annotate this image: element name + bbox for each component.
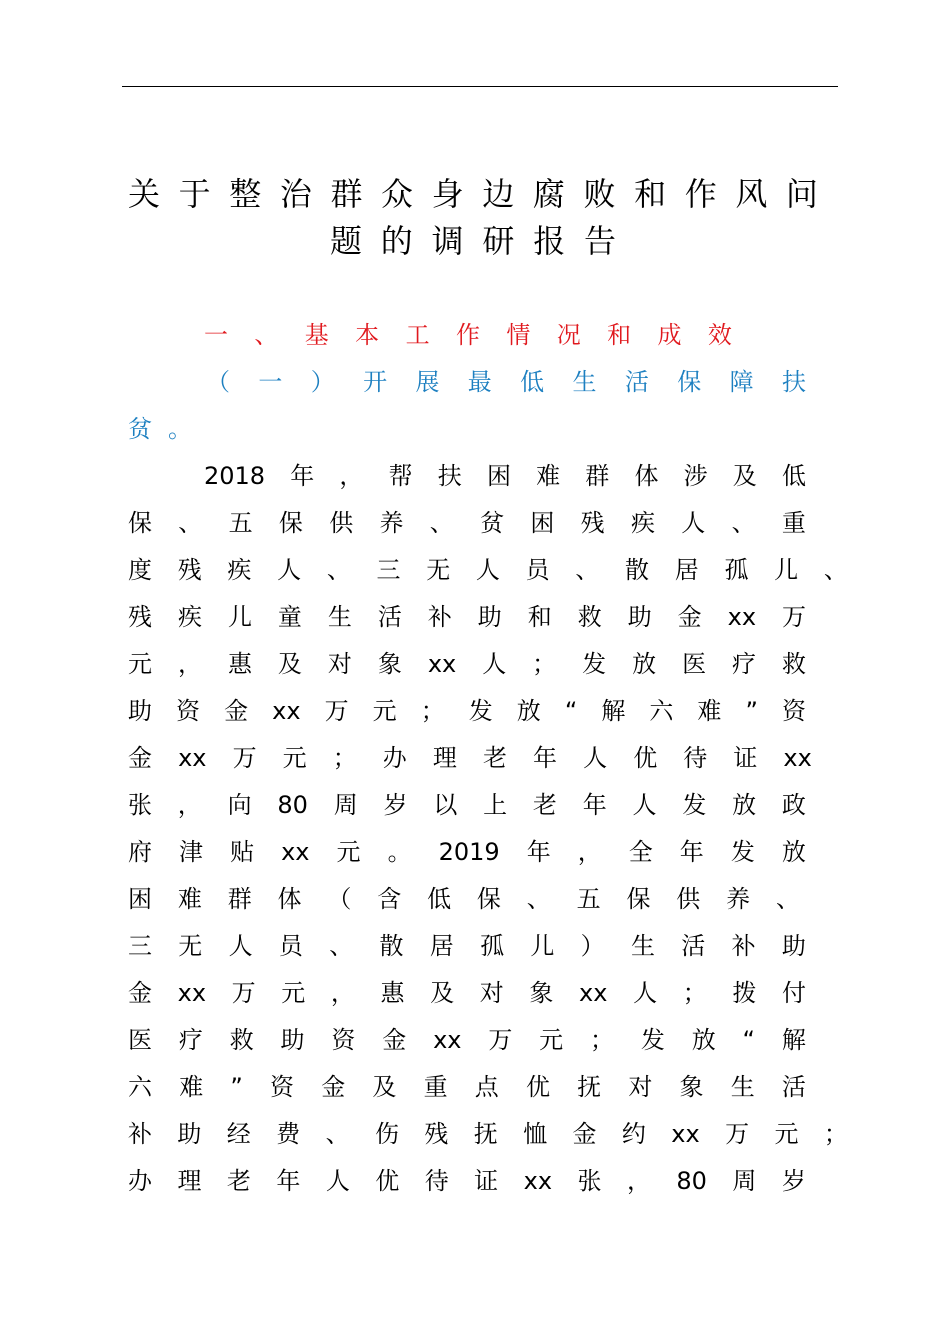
text-token: ） [580,932,605,960]
text-token: ； [420,697,445,725]
text-token: 展 [415,368,440,396]
text-token: 生 [572,368,597,396]
text-token: 一 [258,368,283,396]
text-token: 研 [482,222,515,260]
text-token: 政 [781,791,806,819]
text-token: ， [177,791,202,819]
text-token: 及 [372,1073,397,1101]
text-token: 象 [377,650,402,678]
text-token: 付 [781,979,806,1007]
text-token: 万 [324,697,349,725]
text-token: 理 [432,744,457,772]
text-token: 三 [128,932,152,960]
text-token: 及 [732,462,757,490]
text-token: 低 [781,462,806,490]
text-token: 金 [128,979,152,1007]
text-token: 五 [576,885,601,913]
text-token: 扶 [781,368,806,396]
text-token: 办 [382,744,407,772]
text-token: 放 [516,697,541,725]
text-token: 帮 [388,462,413,490]
text-token: xx [272,697,301,725]
text-token: 、 [178,509,203,537]
text-token: 岁 [383,791,408,819]
text-token: 居 [674,556,699,584]
text-token: 活 [681,932,706,960]
text-token: 经 [226,1120,251,1148]
text-token: ； [532,650,557,678]
text-token: 惠 [380,979,405,1007]
text-token: 万 [231,979,256,1007]
text-token: ， [330,979,355,1007]
text-token: 救 [782,650,806,678]
text-token: 金 [128,744,152,772]
body-line [0,785,950,825]
text-token: 保 [476,885,501,913]
text-token: 资 [270,1073,294,1101]
text-token: 和 [527,603,552,631]
text-token: 、 [575,556,600,584]
text-token: 孤 [480,932,505,960]
text-token: 优 [375,1167,400,1195]
text-token: 疾 [630,509,655,537]
text-token: 生 [327,603,352,631]
text-token: 困 [486,462,511,490]
text-token: 难 [536,462,561,490]
text-token: 放 [732,791,757,819]
text-token: 恤 [523,1120,548,1148]
text-token: 涉 [683,462,708,490]
text-token: 助 [477,603,502,631]
text-token: 群 [585,462,610,490]
text-token: 上 [483,791,508,819]
text-token: ， [177,650,202,678]
body-line [0,973,950,1013]
text-token: 、 [326,556,351,584]
text-token: xx [433,1026,462,1054]
body-line [0,832,950,872]
body-line [0,503,950,543]
text-token: 活 [377,603,402,631]
text-token: 情 [506,321,531,349]
text-token: 重 [781,509,806,537]
text-token: 、 [329,932,354,960]
text-token: 医 [128,1026,152,1054]
text-token: 象 [529,979,554,1007]
text-token: 优 [633,744,658,772]
body-line [0,1020,950,1060]
header-rule [122,86,838,87]
body-line [0,644,950,684]
text-token: 理 [177,1167,202,1195]
text-token: 散 [625,556,650,584]
text-token: 身 [431,175,464,213]
text-token: 儿 [530,932,555,960]
text-token: 80 [277,791,308,819]
text-token: xx [523,1167,553,1195]
text-token: 人 [583,744,608,772]
text-token: 发 [682,791,707,819]
text-token: 金 [224,697,249,725]
text-token: 疾 [177,603,202,631]
text-token: 万 [725,1120,750,1148]
text-token: 发 [582,650,607,678]
text-token: 重 [423,1073,448,1101]
text-token: 作 [684,175,717,213]
text-token: 补 [427,603,452,631]
text-token: 度 [128,556,152,584]
text-token: 象 [679,1073,704,1101]
text-token: ） [310,368,335,396]
text-token: （ [206,368,230,396]
text-token: 败 [583,175,616,213]
text-token: 救 [229,1026,254,1054]
text-token: 五 [228,509,253,537]
text-token: 对 [327,650,352,678]
text-token: ， [626,1167,651,1195]
text-token: 体 [634,462,659,490]
text-token: 拨 [732,979,757,1007]
text-token: 元 [539,1026,564,1054]
text-token: 最 [467,368,492,396]
text-token: 元 [372,697,397,725]
text-token: 人 [632,791,657,819]
text-token: 和 [634,175,667,213]
text-token: 以 [433,791,458,819]
text-token: 生 [730,1073,755,1101]
text-token: 发 [468,697,493,725]
text-token: 工 [405,321,430,349]
text-token: xx [178,744,207,772]
text-token: 元 [281,979,306,1007]
text-token: 低 [520,368,545,396]
text-token: 无 [426,556,451,584]
subsection-heading-line-1 [0,362,950,402]
text-token: 、 [526,885,551,913]
text-token: 保 [128,509,152,537]
text-token: 众 [381,175,414,213]
text-token: 办 [128,1167,152,1195]
text-token: 抚 [577,1073,602,1101]
text-token: 放 [632,650,657,678]
text-token: 难 [179,1073,204,1101]
text-token: xx [281,838,310,866]
text-token: 于 [178,175,211,213]
body-line [0,1114,950,1154]
body-line [0,1161,950,1201]
body-line [0,456,950,496]
text-token: 助 [128,697,152,725]
text-token: 的 [380,222,413,260]
text-token: 。 [387,838,412,866]
body-line [0,691,950,731]
text-token: 发 [640,1026,665,1054]
body-line [0,550,950,590]
text-token: 三 [376,556,401,584]
text-token: 伤 [374,1120,399,1148]
text-token: 活 [781,1073,806,1101]
text-token: 作 [455,321,480,349]
text-token: 活 [624,368,649,396]
text-token: ， [339,462,364,490]
text-token: 费 [276,1120,301,1148]
doc-title-line-2 [0,221,950,261]
text-token: 群 [227,885,252,913]
text-token: 保 [626,885,651,913]
text-token: 障 [729,368,754,396]
text-token: 、 [429,509,454,537]
text-token: 人 [482,650,507,678]
text-token: 和 [607,321,632,349]
text-token: 保 [677,368,702,396]
text-token: 含 [377,885,402,913]
text-token: 放 [691,1026,716,1054]
text-token: 贴 [230,838,255,866]
text-token: 待 [683,744,708,772]
text-token: 年 [582,791,607,819]
text-token: 孤 [724,556,749,584]
text-token: 六 [649,697,674,725]
body-line [0,926,950,966]
text-token: 发 [730,838,755,866]
text-token: 全 [628,838,653,866]
text-token: 散 [379,932,404,960]
text-token: 对 [479,979,504,1007]
text-token: 无 [178,932,203,960]
text-token: 人 [681,509,706,537]
text-token: 人 [277,556,302,584]
text-token: 贫 [128,415,152,443]
text-token: “ [742,1026,755,1054]
text-token: 万 [232,744,257,772]
text-token: 养 [726,885,751,913]
text-token: 补 [128,1120,152,1148]
text-token: 低 [427,885,452,913]
text-token: 年 [276,1167,301,1195]
text-token: ； [823,1120,848,1148]
text-token: 供 [329,509,354,537]
text-token: 府 [128,838,152,866]
text-token: 助 [177,1120,202,1148]
text-token: 年 [290,462,315,490]
text-token: 80 [676,1167,707,1195]
text-token: ； [332,744,357,772]
subsection-heading-line-2 [0,409,950,449]
text-token: 效 [707,321,732,349]
text-token: 残 [177,556,202,584]
text-token: 养 [379,509,404,537]
text-token: 况 [556,321,581,349]
text-token: 治 [279,175,312,213]
text-token: 基 [304,321,329,349]
text-token: 居 [429,932,454,960]
text-token: 、 [775,885,800,913]
text-token: 体 [277,885,302,913]
text-token: 老 [482,744,507,772]
text-token: 约 [621,1120,646,1148]
text-token: ； [590,1026,614,1054]
text-token: 津 [179,838,204,866]
text-token: 问 [785,175,818,213]
text-token: 扶 [437,462,462,490]
text-token: 六 [128,1073,152,1101]
text-token: 补 [731,932,756,960]
text-token: 金 [382,1026,407,1054]
text-token: 优 [525,1073,550,1101]
text-token: 点 [474,1073,499,1101]
text-token: （ [327,885,352,913]
text-token: 放 [781,838,806,866]
text-token: 题 [330,222,363,260]
text-token: ” [745,697,758,725]
text-token: 整 [229,175,262,213]
text-token: 元 [282,744,307,772]
text-token: 张 [128,791,152,819]
text-token: 疗 [732,650,757,678]
text-token: 证 [474,1167,499,1195]
text-token: 周 [333,791,358,819]
text-token: 疗 [178,1026,203,1054]
doc-title-line-1 [0,174,950,214]
text-token: 证 [733,744,758,772]
text-token: 老 [226,1167,251,1195]
text-token: 困 [128,885,152,913]
text-token: 贫 [480,509,505,537]
text-token: xx [671,1120,700,1148]
text-token: 助 [280,1026,305,1054]
text-token: 万 [488,1026,513,1054]
body-line [0,1067,950,1107]
text-token: 向 [227,791,252,819]
section-heading [0,315,950,355]
text-token: 儿 [227,603,252,631]
text-token: ” [230,1073,243,1101]
text-token: 、 [823,556,848,584]
text-token: 对 [628,1073,653,1101]
text-token: 人 [325,1167,350,1195]
text-token: ， [577,838,602,866]
text-token: 资 [781,697,806,725]
text-token: 难 [177,885,202,913]
text-token: 救 [577,603,602,631]
text-token: 告 [583,222,616,260]
text-token: 张 [577,1167,602,1195]
body-line [0,738,950,778]
text-token: 童 [277,603,302,631]
text-token: 助 [627,603,652,631]
text-token: 保 [278,509,303,537]
text-token: 残 [424,1120,449,1148]
text-token: 难 [697,697,722,725]
text-token: 资 [176,697,201,725]
body-line [0,597,950,637]
text-token: 惠 [227,650,252,678]
text-token: “ [564,697,578,725]
text-token: 残 [128,603,152,631]
text-token: 边 [482,175,515,213]
text-token: 关 [128,175,161,213]
text-token: 供 [676,885,701,913]
text-token: 。 [168,415,192,443]
text-token: 元 [336,838,361,866]
text-token: 报 [533,222,566,260]
text-token: 抚 [473,1120,498,1148]
text-token: 生 [630,932,655,960]
text-token: 成 [657,321,682,349]
text-token: 岁 [781,1167,806,1195]
text-token: 人 [475,556,500,584]
text-token: 待 [424,1167,449,1195]
text-token: 医 [682,650,707,678]
text-token: 本 [355,321,380,349]
text-token: 调 [431,222,464,260]
text-token: 解 [601,697,626,725]
text-token: 困 [530,509,555,537]
text-token: 2018 [204,462,266,490]
text-token: 助 [781,932,806,960]
text-token: 元 [128,650,152,678]
text-token: xx [427,650,457,678]
text-token: 风 [735,175,768,213]
text-token: 员 [525,556,550,584]
text-token: xx [177,979,207,1007]
text-token: 群 [330,175,363,213]
text-token: xx [783,744,812,772]
text-token: 元 [774,1120,799,1148]
text-token: 老 [532,791,557,819]
text-token: ； [682,979,707,1007]
text-token: 员 [278,932,303,960]
text-token: 万 [782,603,806,631]
text-token: 金 [321,1073,346,1101]
text-token: 疾 [227,556,252,584]
body-line [0,879,950,919]
text-token: 人 [228,932,253,960]
text-token: 人 [633,979,658,1007]
text-token: 一 [204,321,228,349]
text-token: 年 [526,838,551,866]
text-token: xx [579,979,608,1007]
text-token: 年 [679,838,704,866]
text-token: 儿 [774,556,799,584]
text-token: 腐 [532,175,565,213]
text-token: 开 [363,368,388,396]
text-token: 、 [254,321,279,349]
text-token: 金 [572,1120,597,1148]
text-token: 残 [580,509,605,537]
text-token: 2019 [438,838,500,866]
text-token: 资 [331,1026,356,1054]
text-token: 、 [325,1120,350,1148]
text-token: xx [727,603,757,631]
text-token: 年 [533,744,558,772]
text-token: 、 [731,509,756,537]
text-token: 及 [277,650,302,678]
text-token: 解 [781,1026,806,1054]
text-token: 金 [677,603,702,631]
text-token: 及 [430,979,455,1007]
text-token: 周 [732,1167,757,1195]
